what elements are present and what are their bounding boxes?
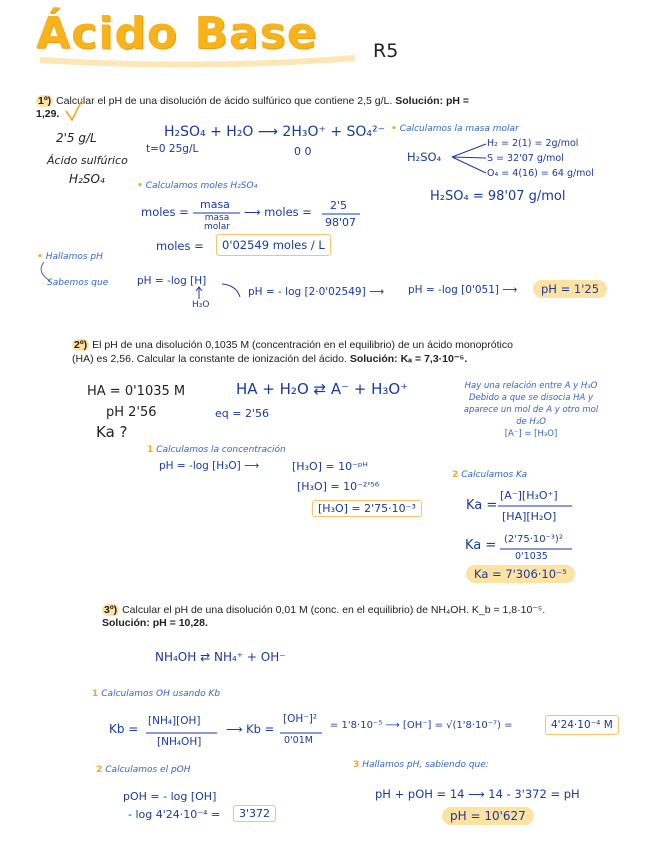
p3-oh-title: [92, 689, 220, 699]
p3-ph-result: pH = 10'627: [442, 807, 534, 825]
problem-2-solution: Solución: Kₐ = 7,3·10⁻⁵.: [346, 353, 468, 365]
p3-kb-den2: 0'01M: [284, 735, 313, 746]
p1-moles-num2: 2'5: [330, 199, 348, 212]
problem-1-number: 1º): [38, 95, 52, 107]
p3-ph-title: [353, 760, 489, 770]
p3-kb-den: [NH₄OH]: [157, 736, 202, 748]
p2-step2-number: 2: [452, 470, 459, 480]
p1-molar-title-text: Calculamos la masa molar: [399, 124, 519, 134]
p1-molar-formula: H₂SO₄: [407, 150, 442, 164]
problem-1-solution-number: 1,29.: [36, 108, 60, 120]
page-code: R5: [373, 40, 399, 62]
p3-oh-title-text: Calculamos OH usando Kb: [101, 689, 221, 699]
p2-reaction: HA + H₂O ⇄ A⁻ + H₃O⁺: [236, 380, 409, 398]
p3-ph-title-text: Hallamos pH, sabiendo que:: [362, 760, 489, 770]
p1-ph-formula: pH = -log [H]: [137, 275, 207, 287]
problem-3-text: Calcular el pH de una disolución 0,01 M (conc. en el equilibrio) de NH₄OH. K_b = 1,8·10⁻⁵.: [119, 604, 546, 616]
p1-reaction: H₂SO₄ + H₂O ⟶ 2H₃O⁺ + SO₄²⁻: [164, 124, 386, 140]
problem-1-statement: [36, 95, 469, 108]
p2-ka-den: [HA][H₂O]: [502, 510, 557, 523]
p3-poh-l1: pOH = - log [OH]: [123, 790, 217, 803]
p1-connector: [222, 284, 240, 297]
problem-1-solution-value: [36, 108, 59, 121]
p2-conc-l3: [H₃O] = 2'75·10⁻³: [312, 500, 422, 517]
p1-ph-step1: pH = - log [2·0'02549] ⟶: [248, 286, 385, 298]
problem-3-solution: [102, 617, 208, 630]
p1-given-formula: H₂SO₄: [69, 172, 105, 186]
p2-conc-title-text: Calculamos la concentración: [156, 445, 286, 455]
p1-moles-den: masa molar: [204, 213, 230, 232]
p2-given2: pH 2'56: [106, 405, 157, 420]
p1-up-arrow: [196, 287, 202, 299]
p1-ph-under: H₃O: [192, 300, 210, 310]
p1-ph-title: • Hallamos pH: [37, 252, 103, 262]
p2-note5: [A⁻] = [H₃O]: [504, 429, 558, 439]
p3-poh-title: [96, 765, 191, 775]
p1-moles-title-text: Calculamos moles H₂SO₄: [145, 181, 258, 191]
p1-moles-arrow: ⟶ moles =: [244, 205, 312, 219]
p2-ka-den2: 0'1035: [515, 551, 548, 562]
p3-kb-num2: [OH⁻]²: [283, 713, 318, 725]
p1-row-t0: t=0 25g/L: [146, 143, 199, 155]
p2-conc-l1a: pH = -log [H₃O] ⟶: [159, 460, 260, 472]
p3-kb-num: [NH₄][OH]: [148, 715, 201, 727]
problem-1-solution-label: Solución: pH =: [392, 95, 470, 107]
p3-kb-label: Kb =: [109, 722, 139, 736]
problem-2-statement-line1: [72, 339, 513, 352]
page-title: Ácido Base: [36, 8, 318, 59]
problem-1-text: Calcular el pH de una disolución de ácido sulfúrico que contiene 2,5 g/L.: [53, 95, 393, 107]
p1-molar-o: O₄ = 4(16) = 64 g/mol: [487, 168, 594, 179]
p2-conc-title: [147, 445, 286, 455]
p3-kb-arrow: ⟶ Kb =: [226, 722, 275, 736]
p3-reaction: NH₄OH ⇄ NH₄⁺ + OH⁻: [155, 650, 286, 664]
p1-ph-result: pH = 1'25: [533, 280, 607, 298]
p1-row-zeros: 0 0: [294, 145, 312, 158]
p1-molar-h: H₂ = 2(1) = 2g/mol: [487, 138, 579, 149]
p2-note2: Debido a que se disocia HA y: [468, 393, 594, 403]
problem-3-solution-text: Solución: pH = 10,28.: [102, 617, 208, 629]
p2-step1-number: 1: [147, 445, 154, 455]
p1-moles-den2: 98'07: [325, 216, 357, 229]
p1-molar-total: H₂SO₄ = 98'07 g/mol: [430, 189, 566, 204]
p1-moles-num: masa: [200, 198, 230, 211]
problem-2-statement-line2: [72, 353, 467, 366]
p3-kb-result: 4'24·10⁻⁴ M: [545, 715, 619, 735]
p1-ph-title-text: Hallamos pH: [45, 252, 103, 262]
molar-brace: [452, 144, 486, 173]
p3-poh-result: 3'372: [233, 805, 276, 822]
p3-step1-number: 1: [92, 689, 99, 699]
p2-ka-label: Ka =: [466, 498, 498, 513]
problem-3-statement: [102, 604, 545, 617]
problem-3-number: 3º): [104, 604, 118, 616]
p2-ka-label2: Ka =: [465, 538, 497, 553]
p3-step3-number: 3: [353, 760, 360, 770]
p2-conc-l2: [H₃O] = 10⁻²'⁵⁶: [297, 480, 380, 493]
p2-ka-title-text: Calculamos Ka: [461, 470, 528, 480]
problem-2-text1: El pH de una disolución 0,1035 M (concentración en el equilibrio) de un ácido monoprótico: [89, 339, 513, 351]
p2-ka-num: [A⁻][H₃O⁺]: [500, 489, 558, 502]
p3-step2-number: 2: [96, 765, 103, 775]
p1-molar-s: S = 32'07 g/mol: [487, 153, 564, 164]
p1-moles-result: 0'02549 moles / L: [216, 234, 331, 256]
problem-2-number: 2º): [74, 339, 88, 351]
p1-given-conc: 2'5 g/L: [56, 131, 97, 145]
p2-note3: aparece un mol de A y otro mol: [463, 405, 599, 415]
p2-ka-num2: (2'75·10⁻³)²: [504, 534, 563, 545]
p2-note1: Hay una relación entre A y H₃O: [464, 381, 598, 391]
p2-eq: eq = 2'56: [215, 407, 269, 420]
p2-given1: HA = 0'1035 M: [87, 384, 186, 399]
p3-kb-eq: = 1'8·10⁻⁵ ⟶ [OH⁻] = √(1'8·10⁻⁷) =: [330, 720, 513, 731]
problem-2-text2: (HA) es 2,56. Calcular la constante de ionización del ácido.: [72, 353, 347, 365]
p2-ka-result: Ka = 7'306·10⁻⁵: [466, 565, 575, 583]
p2-given3: Ka ?: [96, 423, 128, 441]
p1-given-name: Ácido sulfúrico: [47, 154, 128, 167]
p1-ph-step2: pH = -log [0'051] ⟶: [408, 284, 518, 296]
p3-poh-l2: - log 4'24·10⁻⁴ =: [128, 808, 221, 821]
p2-conc-l1b: [H₃O] = 10⁻ᵖᴴ: [292, 460, 368, 473]
p1-molar-title: • Calculamos la masa molar: [391, 124, 519, 134]
p1-moles-title: • Calculamos moles H₂SO₄: [137, 181, 258, 191]
p2-note4: de H₃O: [516, 417, 546, 427]
p3-ph-l1: pH + pOH = 14 ⟶ 14 - 3'372 = pH: [375, 787, 580, 801]
p2-ka-title: [452, 470, 527, 480]
p1-moles-result-label: moles =: [156, 239, 204, 253]
p1-moles-label: moles =: [141, 205, 189, 219]
p1-ph-know: Sabemos que: [47, 278, 109, 288]
p3-poh-title-text: Calculamos el pOH: [105, 765, 191, 775]
